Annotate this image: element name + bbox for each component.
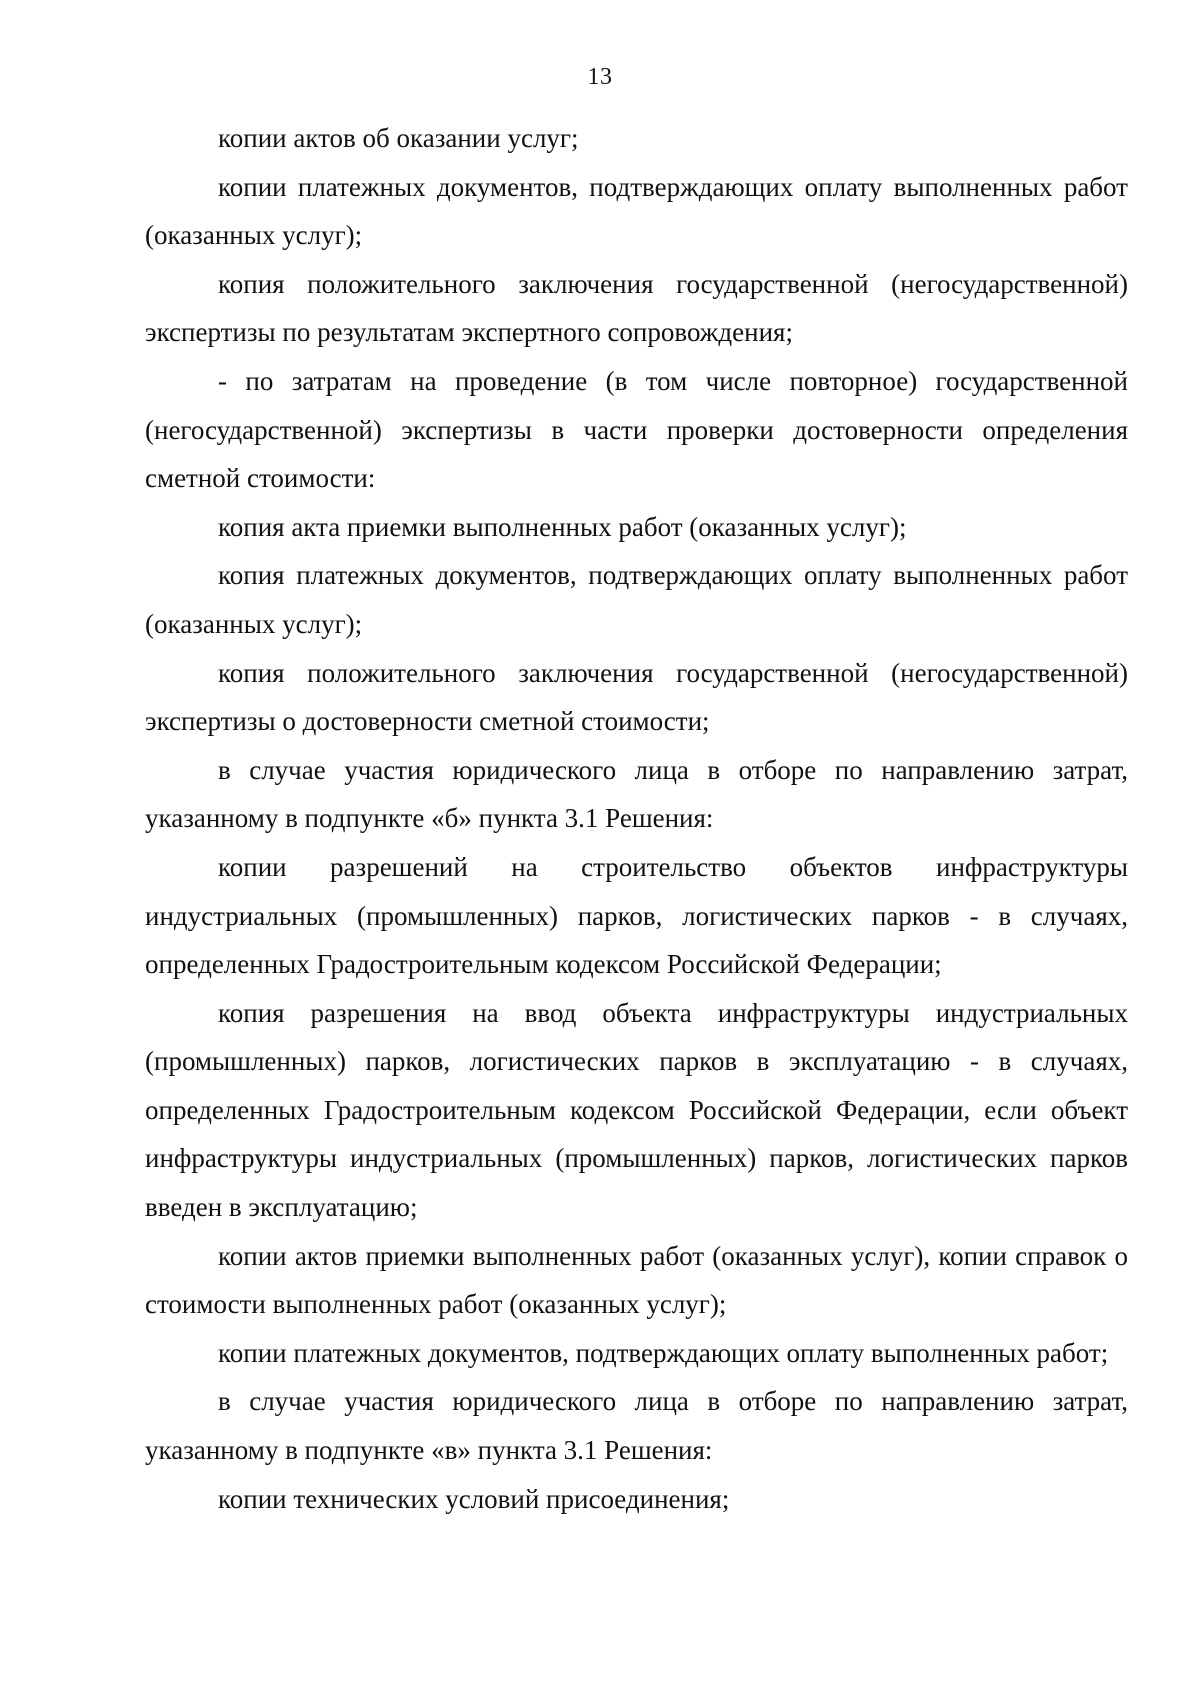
paragraph: копии платежных документов, подтверждающих оплату выполненных работ (оказанных услуг); [145, 171, 1128, 251]
paragraph: копии актов об оказании услуг; [218, 123, 579, 153]
document-body [145, 114, 1128, 1523]
paragraph: копия положительного заключения государственной (негосударственной) экспертизы по результатам экспертного сопровождения; [145, 268, 1128, 348]
paragraph: копии платежных документов, подтверждающих оплату выполненных работ; [218, 1337, 1109, 1368]
paragraph: в случае участия юридического лица в отборе по направлению затрат, указанному в подпункте «б» пункта 3.1 Решения: [145, 754, 1128, 834]
paragraph: копия акта приемки выполненных работ (оказанных услуг); [218, 511, 907, 542]
paragraph: в случае участия юридического лица в отборе по направлению затрат, указанному в подпункте «в» пункта 3.1 Решения: [145, 1386, 1128, 1466]
page-number: 13 [587, 64, 613, 90]
paragraph: копия положительного заключения государственной (негосударственной) экспертизы о достоверности сметной стоимости; [145, 657, 1128, 737]
paragraph: копии актов приемки выполненных работ (оказанных услуг), копии справок о стоимости выполненных работ (оказанных услуг); [145, 1240, 1128, 1320]
paragraph: копии технических условий присоединения; [218, 1483, 730, 1514]
paragraph: копия разрешения на ввод объекта инфраструктуры индустриальных (промышленных) парков, логистических парков в эксплуатацию - в случаях, определенных Градостроительным кодексом Российской Федерации, если объект инфраструктуры индустриальных (промышленных) парков, логистических парков введен в эксплуатацию; [145, 997, 1128, 1223]
paragraph: копия платежных документов, подтверждающих оплату выполненных работ (оказанных услуг); [145, 560, 1128, 639]
paragraph: копии разрешений на строительство объектов инфраструктуры индустриальных (промышленных) парков, логистических парков - в случаях, определенных Градостроительным кодексом Российской Федерации; [145, 851, 1128, 980]
paragraph: - по затратам на проведение (в том числе повторное) государственной (негосударственной) экспертизы в части проверки достоверности определения сметной стоимости: [145, 365, 1128, 494]
